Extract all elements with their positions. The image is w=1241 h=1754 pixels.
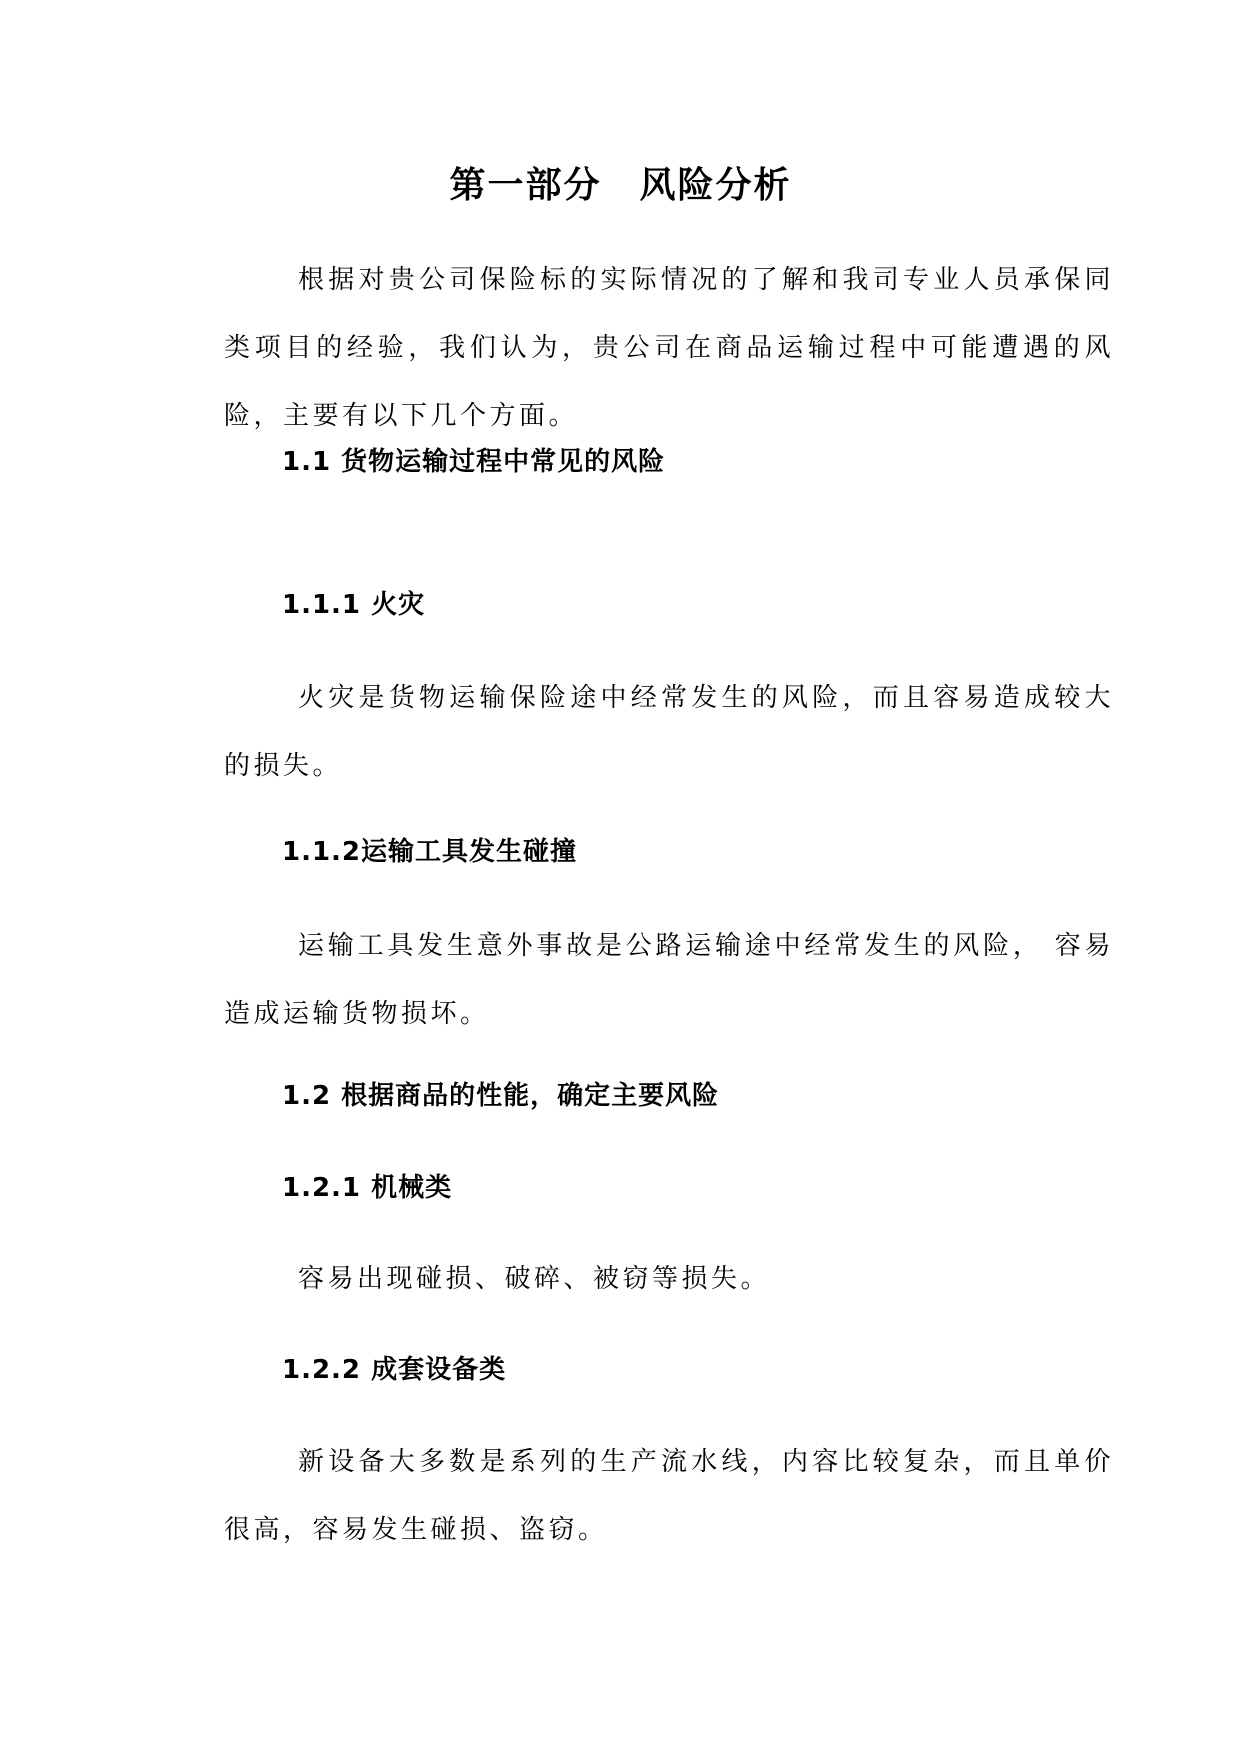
section-heading-1-2: 1.2 根据商品的性能，确定主要风险 — [282, 1081, 720, 1111]
subsection-heading-1-2-1: 1.2.1 机械类 — [282, 1173, 453, 1203]
subsection-heading-1-1-2: 1.1.2运输工具发生碰撞 — [282, 837, 578, 867]
page-title: 第一部分 风险分析 — [449, 165, 792, 206]
subsection-heading-1-1-1: 1.1.1 火灾 — [282, 590, 426, 620]
section-heading-1-1: 1.1 货物运输过程中常见的风险 — [282, 447, 666, 477]
equipment-paragraph: 新设备大多数是系列的生产流水线，内容比较复杂，而且单价很高，容易发生碰损、盗窃。 — [224, 1447, 1114, 1545]
machinery-paragraph: 容易出现碰损、破碎、被窃等损失。 — [298, 1264, 771, 1294]
collision-paragraph: 运输工具发生意外事故是公路运输途中经常发生的风险， 容易造成运输货物损坏。 — [224, 931, 1114, 1029]
intro-paragraph: 根据对贵公司保险标的实际情况的了解和我司专业人员承保同类项目的经验，我们认为，贵公司在商品运输过程中可能遭遇的风险，主要有以下几个方面。 — [224, 265, 1114, 431]
subsection-heading-1-2-2: 1.2.2 成套设备类 — [282, 1355, 507, 1385]
fire-paragraph: 火灾是货物运输保险途中经常发生的风险，而且容易造成较大的损失。 — [224, 683, 1114, 781]
